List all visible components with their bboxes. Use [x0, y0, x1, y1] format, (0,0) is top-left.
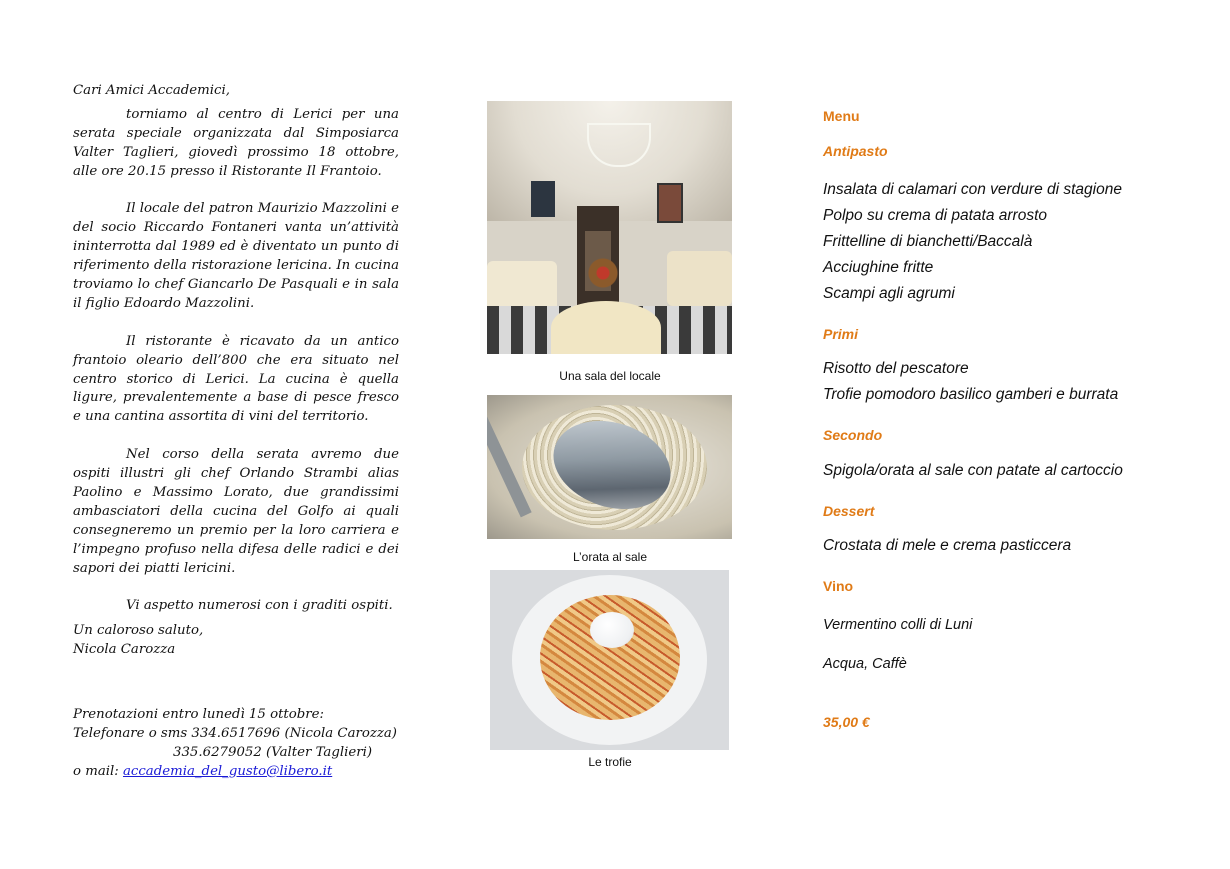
- menu-item: Scampi agli agrumi: [823, 285, 955, 302]
- menu-item: Crostata di mele e crema pasticcera: [823, 537, 1072, 554]
- photo-caption: Le trofie: [588, 755, 632, 769]
- booking-info: [73, 706, 403, 782]
- booking-mail-line: [73, 763, 403, 782]
- booking-deadline: Prenotazioni entro lunedì 15 ottobre:: [73, 707, 324, 722]
- trofie-photo: [490, 570, 729, 750]
- primi-heading: Primi: [823, 326, 859, 342]
- restaurant-room-photo: [487, 101, 732, 354]
- dessert-heading: Dessert: [823, 503, 875, 519]
- letter-paragraph: Nel corso della serata avremo due ospiti illustri gli chef Orlando Strambi alias Paolino e Massimo Lorato, due grandissimi ambasciatori della cucina del Golfo ai quali consegneremo un premio per la loro carriera e l’impegno profuso nella difesa delle radici e dei sapori dei piatti lericini.: [73, 447, 399, 576]
- booking-mail-label: o mail:: [73, 763, 123, 779]
- booking-phone-2: 335.6279052 (Valter Taglieri): [173, 744, 373, 760]
- photo-caption: Una sala del locale: [559, 369, 661, 383]
- menu-item: Risotto del pescatore: [823, 360, 969, 377]
- letter-paragraph: torniamo al centro di Lerici per una serata speciale organizzata dal Simposiarca Valter Taglieri, giovedì prossimo 18 ottobre, alle ore 20.15 presso il Ristorante Il Frantoio.: [73, 106, 399, 179]
- menu-item: Acciughine fritte: [823, 259, 934, 276]
- letter-paragraph: Il ristorante è ricavato da un antico frantoio oleario dell’800 che era situato nel centro storico di Lerici. La cucina è quella ligure, prevalentemente a base di pesce fresco e una cantina assortita di vini del territorio.: [73, 333, 399, 425]
- signature-name: Nicola Carozza: [73, 642, 176, 658]
- letter-paragraph: Vi aspetto numerosi con i graditi ospiti.: [126, 598, 393, 614]
- secondo-heading: Secondo: [823, 427, 883, 443]
- letter-greeting: Cari Amici Accademici,: [73, 83, 230, 98]
- menu-title: Menu: [823, 108, 860, 124]
- vino-heading: Vino: [823, 578, 854, 594]
- menu-item: Insalata di calamari con verdure di stagione: [823, 181, 1122, 198]
- menu-price: 35,00 €: [823, 714, 870, 730]
- letter-paragraph: Il locale del patron Maurizio Mazzolini e del socio Riccardo Fontaneri vanta un’attività ininterrotta dal 1989 ed è diventato un punto di riferimento della ristorazione lericina. In cucina troviamo lo chef Giancarlo De Pasquali e in sala il figlio Edoardo Mazzolini.: [73, 201, 399, 311]
- antipasto-heading: Antipasto: [823, 143, 888, 159]
- closing-salutation: Un caloroso saluto,: [73, 623, 204, 639]
- email-link[interactable]: accademia_del_gusto@libero.it: [122, 763, 333, 779]
- booking-phone-1: Telefonare o sms 334.6517696 (Nicola Carozza): [73, 725, 397, 741]
- drinks-item: Acqua, Caffè: [823, 656, 907, 672]
- menu-item: Spigola/orata al sale con patate al cartoccio: [823, 462, 1123, 479]
- menu-item: Frittelline di bianchetti/Baccalà: [823, 233, 1033, 250]
- photo-caption: L’orata al sale: [572, 550, 648, 564]
- wine-item: Vermentino colli di Luni: [823, 617, 973, 633]
- invitation-letter: [73, 82, 399, 779]
- orata-photo: [487, 395, 732, 539]
- menu-item: Trofie pomodoro basilico gamberi e burrata: [823, 386, 1119, 403]
- menu-item: Polpo su crema di patata arrosto: [823, 207, 1048, 224]
